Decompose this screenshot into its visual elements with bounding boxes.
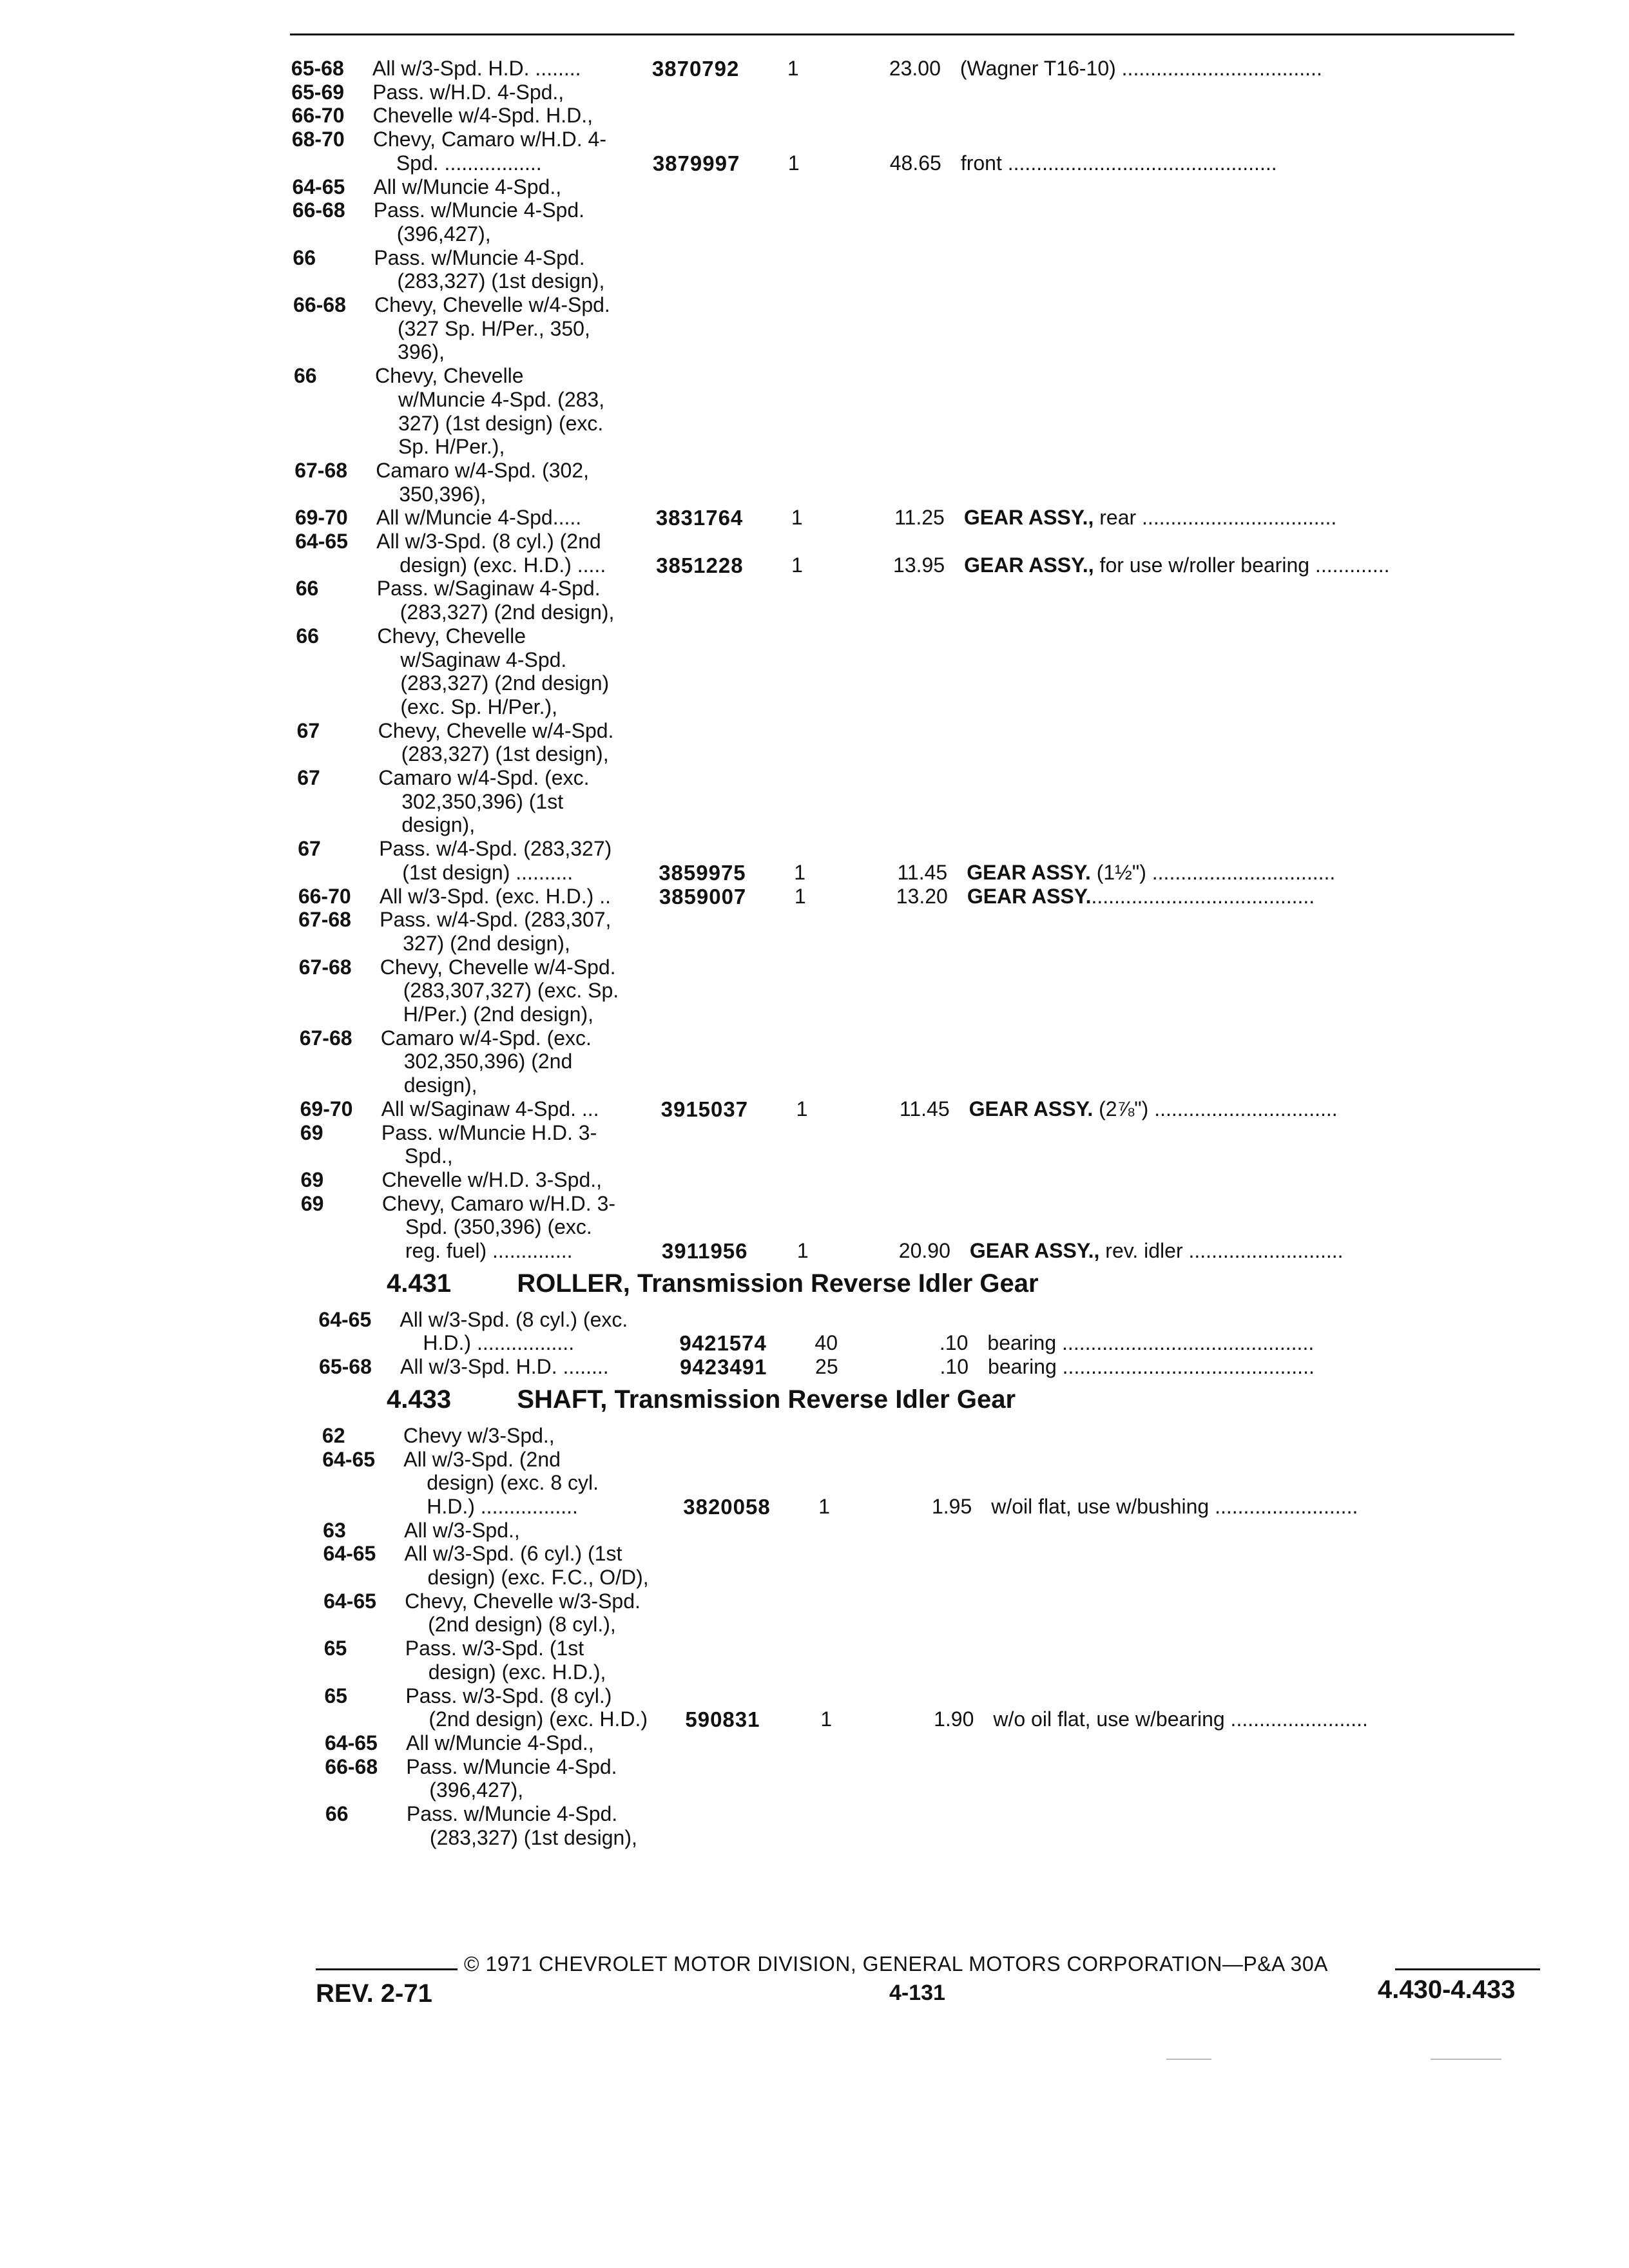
quantity: 1	[794, 860, 805, 884]
row-years: 64-65	[292, 175, 345, 198]
row-application: design) (exc. 8 cyl.	[427, 1471, 599, 1495]
remark-part-name: GEAR ASSY.,	[963, 506, 1094, 530]
row-years: 69	[300, 1191, 324, 1215]
row-application: All w/3-Spd. (6 cyl.) (1st	[404, 1542, 622, 1566]
quantity: 1	[794, 884, 806, 908]
row-years: 64-65	[318, 1307, 372, 1331]
row-application: All w/3-Spd. H.D. ........	[372, 57, 581, 80]
row-application: Pass. w/Muncie H.D. 3-	[381, 1120, 597, 1144]
part-number: 3831764	[655, 506, 744, 530]
row-application: Camaro w/4-Spd. (exc.	[380, 1026, 592, 1050]
remark-text: rear ..................................	[1094, 506, 1337, 530]
row-application: (283,327) (2nd design),	[400, 601, 615, 624]
remark-text: (2⅞") ................................	[1093, 1097, 1338, 1120]
row-years: 64-65	[322, 1447, 376, 1471]
row-application: (283,327) (1st design),	[397, 269, 605, 293]
row-application: All w/3-Spd. (8 cyl.) (2nd	[376, 530, 601, 553]
row-application: (2nd design) (exc. H.D.)	[429, 1707, 648, 1731]
quantity: 1	[787, 151, 800, 175]
part-number: 3915037	[660, 1097, 749, 1121]
footer-rule-left	[316, 1968, 458, 1970]
section-number: 4.431	[387, 1269, 452, 1298]
row-application: Pass. w/3-Spd. (1st	[405, 1637, 584, 1660]
revision-label: REV. 2-71	[316, 1979, 432, 2008]
row-years: 66-68	[292, 198, 345, 222]
remarks	[988, 1355, 1555, 1379]
remark-text: rev. idler ...........................	[1099, 1239, 1344, 1262]
row-years: 66-68	[325, 1754, 378, 1778]
part-number: 3851228	[656, 553, 744, 577]
row-application: All w/3-Spd. (exc. H.D.) ..	[379, 884, 611, 908]
remarks	[964, 553, 1531, 577]
part-number: 3911956	[661, 1239, 748, 1263]
part-number: 9421574	[679, 1331, 767, 1356]
quantity: 40	[815, 1331, 838, 1355]
quantity: 25	[815, 1355, 838, 1379]
row-years: 66	[293, 364, 317, 388]
scan-speck	[1166, 2059, 1211, 2060]
row-years: 67	[298, 837, 321, 861]
row-application: 350,396),	[399, 482, 487, 506]
row-application: design) (exc. F.C., O/D),	[427, 1566, 649, 1589]
list-price: 20.90	[898, 1239, 950, 1262]
row-application: (283,307,327) (exc. Sp.	[403, 979, 619, 1003]
row-application: All w/3-Spd. (2nd	[403, 1447, 561, 1471]
remarks	[991, 1495, 1558, 1519]
list-price: 1.90	[934, 1707, 974, 1731]
row-years: 67-68	[294, 458, 348, 482]
row-application: Pass. w/Muncie 4-Spd.	[374, 245, 585, 269]
row-application: All w/Muncie 4-Spd.,	[405, 1731, 594, 1754]
row-years: 69-70	[300, 1097, 353, 1120]
row-application: Pass. w/Muncie 4-Spd.	[373, 198, 585, 222]
row-application: Pass. w/Saginaw 4-Spd.	[376, 577, 601, 601]
row-application: Camaro w/4-Spd. (302,	[376, 458, 589, 482]
row-years: 65-69	[291, 80, 345, 104]
list-price: 13.95	[893, 553, 945, 577]
row-application: design) (exc. H.D.),	[428, 1660, 606, 1684]
copyright-notice: © 1971 CHEVROLET MOTOR DIVISION, GENERAL MOTORS CORPORATION—P&A 30A	[464, 1952, 1328, 1975]
quantity: 1	[820, 1707, 833, 1731]
row-years: 63	[323, 1518, 346, 1542]
row-application: w/Muncie 4-Spd. (283,	[398, 387, 605, 411]
remarks	[969, 1097, 1536, 1121]
remark-text: (1½") ................................	[1090, 860, 1336, 884]
remarks	[964, 506, 1531, 530]
row-application: Spd.,	[404, 1144, 453, 1168]
row-application: All w/3-Spd. H.D. ........	[400, 1355, 609, 1379]
row-years: 66	[325, 1802, 349, 1825]
row-application: (396,427),	[429, 1778, 524, 1802]
row-years: 65-68	[291, 57, 344, 80]
row-application: (327 Sp. H/Per., 350,	[398, 316, 590, 340]
row-application: H.D.) .................	[423, 1331, 575, 1355]
row-application: Camaro w/4-Spd. (exc.	[378, 766, 590, 789]
row-application: H/Per.) (2nd design),	[403, 1003, 593, 1026]
remarks	[993, 1707, 1560, 1731]
row-years: 65	[323, 1637, 347, 1660]
row-application: 302,350,396) (2nd	[403, 1050, 573, 1073]
section-title: SHAFT, Transmission Reverse Idler Gear	[517, 1385, 1016, 1414]
row-years: 69	[300, 1120, 323, 1144]
section-number: 4.433	[387, 1385, 452, 1414]
row-application: (396,427),	[396, 222, 491, 245]
row-application: reg. fuel) ..............	[405, 1239, 573, 1262]
row-application: (2nd design) (8 cyl.),	[428, 1613, 616, 1637]
part-number: 3820058	[683, 1494, 771, 1519]
row-years: 68-70	[291, 128, 345, 151]
row-years: 64-65	[295, 530, 348, 553]
row-application: Chevy, Camaro w/H.D. 3-	[381, 1191, 616, 1215]
remark-text: bearing ............................................	[988, 1355, 1315, 1379]
row-application: All w/Saginaw 4-Spd. ...	[381, 1097, 599, 1120]
remark-part-name: GEAR ASSY.,	[964, 553, 1094, 577]
part-number: 3879997	[652, 151, 740, 175]
row-application: design),	[401, 813, 476, 837]
remark-part-name: GEAR ASSY.,	[969, 1239, 1100, 1262]
row-application: (283,327) (1st design),	[429, 1825, 637, 1849]
row-years: 66-70	[291, 104, 345, 128]
row-application: (1st design) ..........	[402, 860, 574, 884]
row-years: 64-65	[323, 1589, 376, 1613]
row-years: 65-68	[319, 1355, 372, 1379]
row-application: H.D.) .................	[427, 1494, 578, 1518]
section-range: 4.430-4.433	[1378, 1975, 1516, 2004]
section-title: ROLLER, Transmission Reverse Idler Gear	[517, 1269, 1039, 1298]
row-application: Spd. .................	[396, 151, 542, 175]
remarks	[961, 151, 1528, 175]
row-application: All w/Muncie 4-Spd.....	[376, 506, 582, 530]
section-heading-4-433	[387, 1385, 1016, 1414]
remarks	[967, 885, 1534, 908]
row-years: 66	[295, 577, 319, 601]
remark-text: (Wagner T16-10) ...................................	[959, 57, 1322, 80]
part-number: 590831	[685, 1707, 760, 1732]
remark-text: bearing ............................................	[987, 1331, 1315, 1355]
list-price: 11.45	[897, 860, 948, 884]
scan-speck	[1431, 2059, 1501, 2060]
remark-text: w/o oil flat, use w/bearing ........................	[993, 1707, 1368, 1731]
row-application: 327) (1st design) (exc.	[398, 411, 604, 435]
row-application: Pass. w/Muncie 4-Spd.	[406, 1754, 617, 1778]
row-years: 66-70	[298, 884, 351, 908]
row-application: 327) (2nd design),	[403, 931, 570, 955]
row-years: 67-68	[299, 1026, 352, 1050]
remarks	[970, 1239, 1537, 1263]
row-application: Chevelle w/H.D. 3-Spd.,	[381, 1168, 602, 1191]
row-application: 302,350,396) (1st	[401, 789, 564, 813]
list-price: 11.45	[899, 1097, 950, 1120]
row-years: 66-68	[293, 293, 346, 316]
row-years: 66	[293, 245, 316, 269]
list-price: .10	[940, 1355, 969, 1379]
remarks	[987, 1331, 1554, 1355]
footer-rule-right	[1395, 1968, 1540, 1970]
row-application: design) (exc. H.D.) .....	[400, 553, 606, 577]
row-application: (283,327) (2nd design)	[400, 671, 610, 695]
row-application: Chevelle w/4-Spd. H.D.,	[372, 104, 593, 128]
row-application: Pass. w/Muncie 4-Spd.	[406, 1802, 618, 1825]
row-application: Chevy, Chevelle w/4-Spd.	[378, 718, 614, 742]
row-application: Pass. w/4-Spd. (283,307,	[380, 908, 612, 932]
row-years: 67-68	[298, 955, 352, 979]
row-application: Chevy, Chevelle	[374, 364, 524, 388]
row-application: (exc. Sp. H/Per.),	[400, 695, 557, 718]
row-application: Pass. w/H.D. 4-Spd.,	[372, 80, 564, 104]
row-years: 69-70	[294, 506, 348, 530]
row-years: 67	[297, 766, 320, 789]
row-years: 67	[296, 718, 320, 742]
remark-part-name: GEAR ASSY.	[967, 860, 1091, 884]
part-number: 3859975	[659, 860, 746, 885]
remark-part-name: GEAR ASSY.	[967, 884, 1092, 908]
row-application: (283,327) (1st design),	[401, 742, 609, 766]
row-application: All w/3-Spd. (8 cyl.) (exc.	[400, 1307, 628, 1331]
row-years: 65	[324, 1684, 347, 1707]
row-application: design),	[403, 1073, 477, 1097]
quantity: 1	[791, 553, 803, 577]
row-years: 66	[296, 624, 319, 648]
top-rule	[290, 34, 1514, 35]
row-years: 64-65	[324, 1731, 378, 1754]
row-application: Pass. w/4-Spd. (283,327)	[379, 837, 612, 861]
row-application: Sp. H/Per.),	[398, 435, 505, 459]
remark-text: for use w/roller bearing .............	[1094, 553, 1390, 577]
part-number: 3870792	[651, 57, 740, 81]
list-price: 1.95	[931, 1494, 972, 1518]
quantity: 1	[796, 1097, 808, 1120]
list-price: .10	[939, 1331, 969, 1355]
row-years: 62	[322, 1423, 345, 1447]
row-application: Chevy w/3-Spd.,	[403, 1423, 555, 1447]
remark-text: w/oil flat, use w/bushing .........................	[991, 1494, 1358, 1518]
row-application: Chevy, Chevelle w/3-Spd.	[405, 1589, 641, 1613]
quantity: 1	[818, 1494, 831, 1518]
row-application: Pass. w/3-Spd. (8 cyl.)	[405, 1684, 612, 1707]
remark-part-name: GEAR ASSY.	[969, 1097, 1094, 1120]
remark-text: .......................................	[1091, 884, 1315, 908]
page-number: 4-131	[889, 1981, 945, 2005]
list-price: 13.20	[896, 884, 948, 908]
quantity: 1	[787, 57, 799, 80]
quantity: 1	[791, 506, 803, 530]
row-application: 396),	[398, 340, 445, 364]
list-price: 23.00	[889, 57, 941, 80]
quantity: 1	[796, 1239, 809, 1262]
part-number: 3859007	[659, 884, 747, 908]
row-application: Chevy, Chevelle	[377, 624, 526, 648]
section-heading-4-431	[387, 1269, 1039, 1298]
row-application: Chevy, Camaro w/H.D. 4-	[372, 128, 606, 151]
row-application: Chevy, Chevelle w/4-Spd.	[380, 955, 616, 979]
remarks	[960, 57, 1527, 81]
row-application: Spd. (350,396) (exc.	[405, 1215, 592, 1239]
row-years: 67-68	[298, 908, 351, 932]
row-application: Chevy, Chevelle w/4-Spd.	[374, 293, 610, 316]
row-application: All w/3-Spd.,	[404, 1518, 520, 1542]
row-application: All w/Muncie 4-Spd.,	[373, 175, 562, 198]
row-years: 64-65	[323, 1542, 376, 1566]
list-price: 11.25	[894, 506, 945, 530]
remarks	[967, 861, 1534, 885]
row-years: 69	[300, 1168, 324, 1191]
remark-text: front ...............................................	[960, 151, 1277, 175]
part-number: 9423491	[680, 1355, 767, 1379]
row-application: w/Saginaw 4-Spd.	[400, 648, 567, 671]
list-price: 48.65	[889, 151, 941, 175]
